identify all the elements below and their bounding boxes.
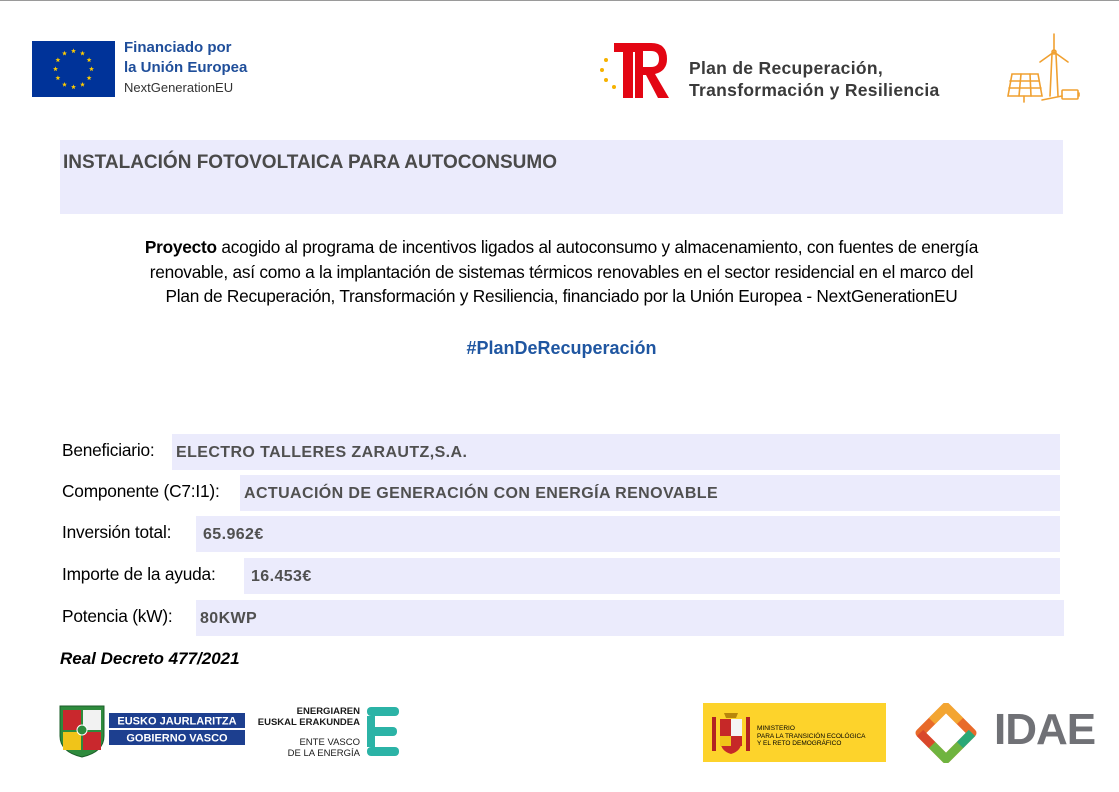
description-bold-word: Proyecto (144, 237, 217, 257)
gv-line-1: EUSKO JAURLARITZA (117, 715, 237, 728)
mitec-line-2: PARA LA TRANSICIÓN ECOLÓGICA (757, 732, 866, 740)
coat-of-arms-icon (709, 709, 753, 757)
eve-line-3: ENTE VASCO (299, 737, 360, 748)
eve-mark-icon (363, 705, 403, 759)
field-label: Componente (C7:I1): (62, 481, 220, 501)
eve-line-2: EUSKAL ERAKUNDEA (257, 717, 360, 728)
project-description (60, 235, 1063, 309)
field-value-box (196, 516, 1060, 552)
prtr-line-2: Transformación y Resiliencia (689, 80, 940, 100)
page-title: INSTALACIÓN FOTOVOLTAICA PARA AUTOCONSUMO (63, 152, 557, 173)
field-value: ACTUACIÓN DE GENERACIÓN CON ENERGÍA RENOVABLE (244, 485, 719, 502)
gobierno-vasco-logo (57, 702, 247, 758)
prtr-label (689, 57, 940, 101)
field-value: 65.962€ (203, 526, 264, 543)
eve-label (255, 706, 360, 759)
top-rule (0, 0, 1119, 1)
description-line-2: renovable, así como a la implantación de sistemas térmicos renovables en el sector residencial en el marco del (149, 261, 974, 282)
hashtag: #PlanDeRecuperación (466, 338, 657, 358)
eu-line-2: la Unión Europea (124, 59, 248, 76)
description-line-3: Plan de Recuperación, Transformación y Resiliencia, financiado por la Unión Europea - NextGenerationEU (165, 286, 958, 306)
description-line-1-text: acogido al programa de incentivos ligados al autoconsumo y almacenamiento, con fuentes de energía (216, 237, 979, 257)
field-label: Beneficiario: (62, 440, 155, 460)
prtr-line-1: Plan de Recuperación, (689, 58, 883, 78)
field-value-box (196, 600, 1064, 636)
eve-line-1: ENERGIAREN (296, 706, 360, 717)
eve-line-4: DE LA ENERGÍA (287, 748, 360, 759)
description-line-1 (60, 235, 1063, 260)
field-value-box (240, 475, 1060, 511)
prtr-logo-icon (597, 40, 671, 100)
eu-line-1: Financiado por (124, 39, 232, 56)
field-label: Potencia (kW): (62, 606, 173, 626)
ministerio-logo (703, 703, 886, 762)
ministerio-text (757, 725, 866, 748)
field-label: Importe de la ayuda: (62, 564, 216, 584)
field-value: 80KWP (200, 610, 258, 627)
field-value: 16.453€ (251, 568, 312, 585)
field-value: ELECTRO TALLERES ZARAUTZ,S.A. (176, 444, 468, 461)
idae-wordmark: IDAE (994, 705, 1096, 754)
field-value-box (172, 434, 1060, 470)
title-box (60, 140, 1063, 214)
eu-line-3: NextGenerationEU (124, 80, 234, 95)
idae-mark-icon (902, 703, 990, 763)
eu-funding-label (124, 38, 247, 98)
mitec-line-1: MINISTERIO (757, 725, 795, 732)
eu-flag-icon (32, 41, 115, 97)
wind-solar-icon (1004, 32, 1084, 104)
gv-line-2: GOBIERNO VASCO (126, 732, 228, 745)
mitec-line-3: Y EL RETO DEMOGRÁFICO (757, 740, 842, 747)
decree-reference: Real Decreto 477/2021 (60, 649, 240, 668)
field-value-box (244, 558, 1060, 594)
field-label: Inversión total: (62, 522, 172, 542)
